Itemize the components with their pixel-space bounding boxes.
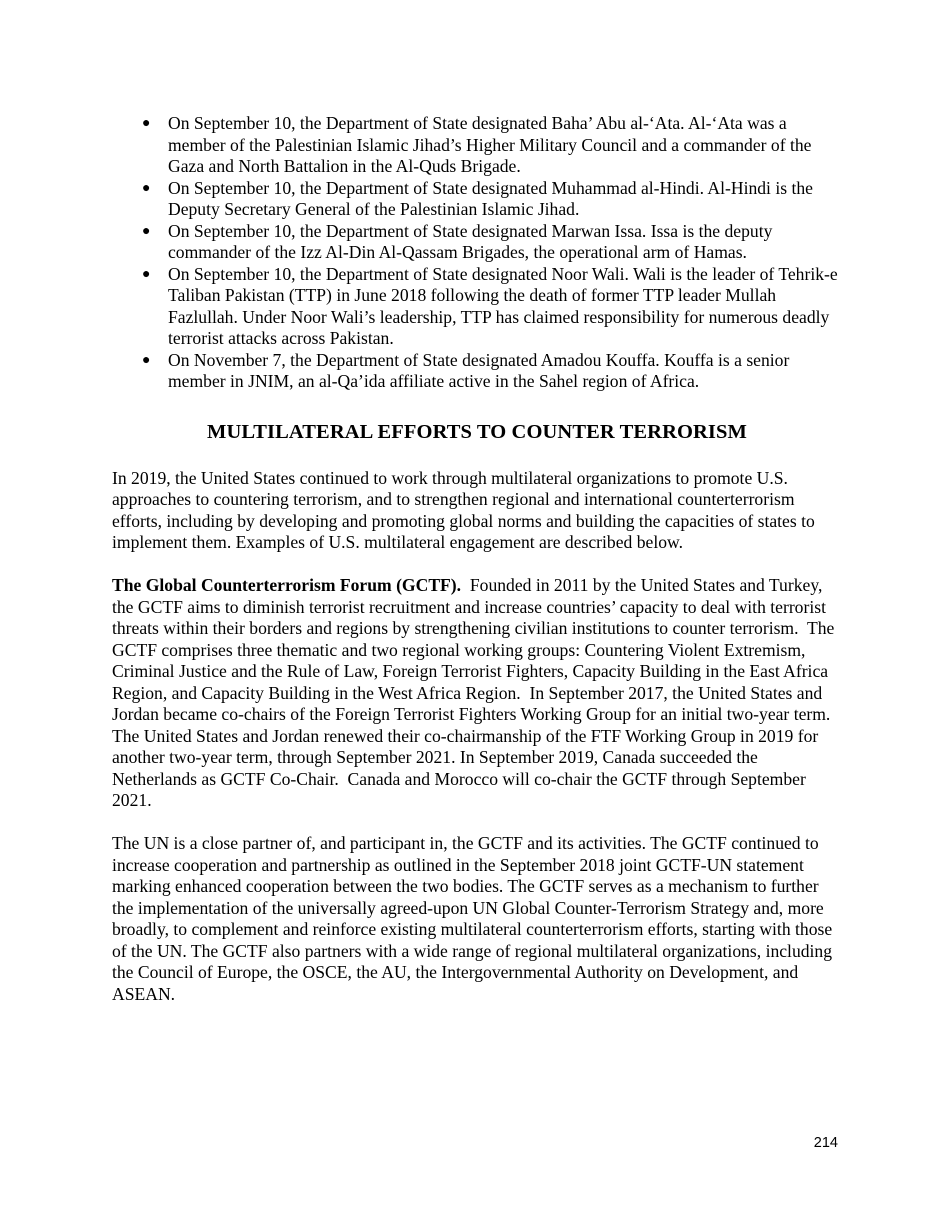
list-item-text: On September 10, the Department of State designated Baha’ Abu al-‘Ata. Al-‘Ata was a member of the Palestinian Islamic Jihad’s Higher Military Council and a commander of the Gaza and North Battalion in the Al-Quds Brigade. bbox=[168, 113, 812, 176]
bullet-icon: ● bbox=[142, 266, 151, 282]
gctf-paragraph-text: Founded in 2011 by the United States and Turkey, the GCTF aims to diminish terrorist recruitment and increase countries’ capacity to deal with terrorist threats within their borders and regions by strengthening civilian institutions to counter terrorism. The GCTF comprises three thematic and two regional working groups: Countering Violent Extremism, Criminal Justice and the Rule of Law, Foreign Terrorist Fighters, Capacity Building in the East Africa Region, and Capacity Building in the West Africa Region. In September 2017, the United States and Jordan became co-chairs of the Foreign Terrorist Fighters Working Group for an initial two-year term. The United States and Jordan renewed their co-chairmanship of the FTF Working Group in 2019 for another two-year term, through September 2021. In September 2019, Canada succeeded the Netherlands as GCTF Co-Chair. Canada and Morocco will co-chair the GCTF through September 2021. bbox=[112, 575, 839, 810]
bullet-icon: ● bbox=[142, 116, 151, 131]
page-number: 214 bbox=[813, 1135, 838, 1151]
designations-list bbox=[112, 113, 842, 393]
list-item-text: On September 10, the Department of State designated Noor Wali. Wali is the leader of Tehrik-e Taliban Pakistan (TTP) in June 2018 following the death of former TTP leader Mullah Fazlullah. Under Noor Wali’s leadership, TTP has claimed responsibility for numerous deadly terrorist attacks across Pakistan. bbox=[168, 263, 838, 348]
bullet-icon: ● bbox=[142, 352, 151, 368]
document-page bbox=[112, 113, 842, 1027]
section-title: MULTILATERAL EFFORTS TO COUNTER TERRORISM bbox=[207, 420, 747, 443]
list-item bbox=[112, 264, 842, 350]
list-item-text: On September 10, the Department of State designated Muhammad al-Hindi. Al-Hindi is the Deputy Secretary General of the Palestinian Islamic Jihad. bbox=[168, 177, 813, 219]
bullet-icon: ● bbox=[142, 180, 151, 196]
gctf-paragraph bbox=[112, 575, 842, 812]
gctf-heading: The Global Counterterrorism Forum (GCTF). bbox=[112, 575, 462, 595]
intro-paragraph: In 2019, the United States continued to work through multilateral organizations to promote U.S. approaches to countering terrorism, and to strengthen regional and international counterterrorism efforts, including by developing and promoting global norms and building the capacities of states to implement them. Examples of U.S. multilateral engagement are described below. bbox=[112, 467, 815, 552]
list-item bbox=[112, 178, 842, 221]
bullet-icon: ● bbox=[142, 223, 151, 239]
list-item bbox=[112, 113, 842, 178]
list-item bbox=[112, 350, 842, 393]
list-item-text: On September 10, the Department of State designated Marwan Issa. Issa is the deputy commander of the Izz Al-Din Al-Qassam Brigades, the operational arm of Hamas. bbox=[168, 220, 773, 262]
un-paragraph: The UN is a close partner of, and participant in, the GCTF and its activities. The GCTF continued to increase cooperation and partnership as outlined in the September 2018 joint GCTF-UN statement marking enhanced cooperation between the two bodies. The GCTF serves as a mechanism to further the implementation of the universally agreed-upon UN Global Counter-Terrorism Strategy and, more broadly, to complement and reinforce existing multilateral counterterrorism efforts, starting with those of the UN. The GCTF also partners with a wide range of regional multilateral organizations, including the Council of Europe, the OSCE, the AU, the Intergovernmental Authority on Development, and ASEAN. bbox=[112, 833, 833, 1004]
list-item bbox=[112, 221, 842, 264]
list-item-text: On November 7, the Department of State designated Amadou Kouffa. Kouffa is a senior member in JNIM, an al-Qa’ida affiliate active in the Sahel region of Africa. bbox=[168, 349, 790, 391]
